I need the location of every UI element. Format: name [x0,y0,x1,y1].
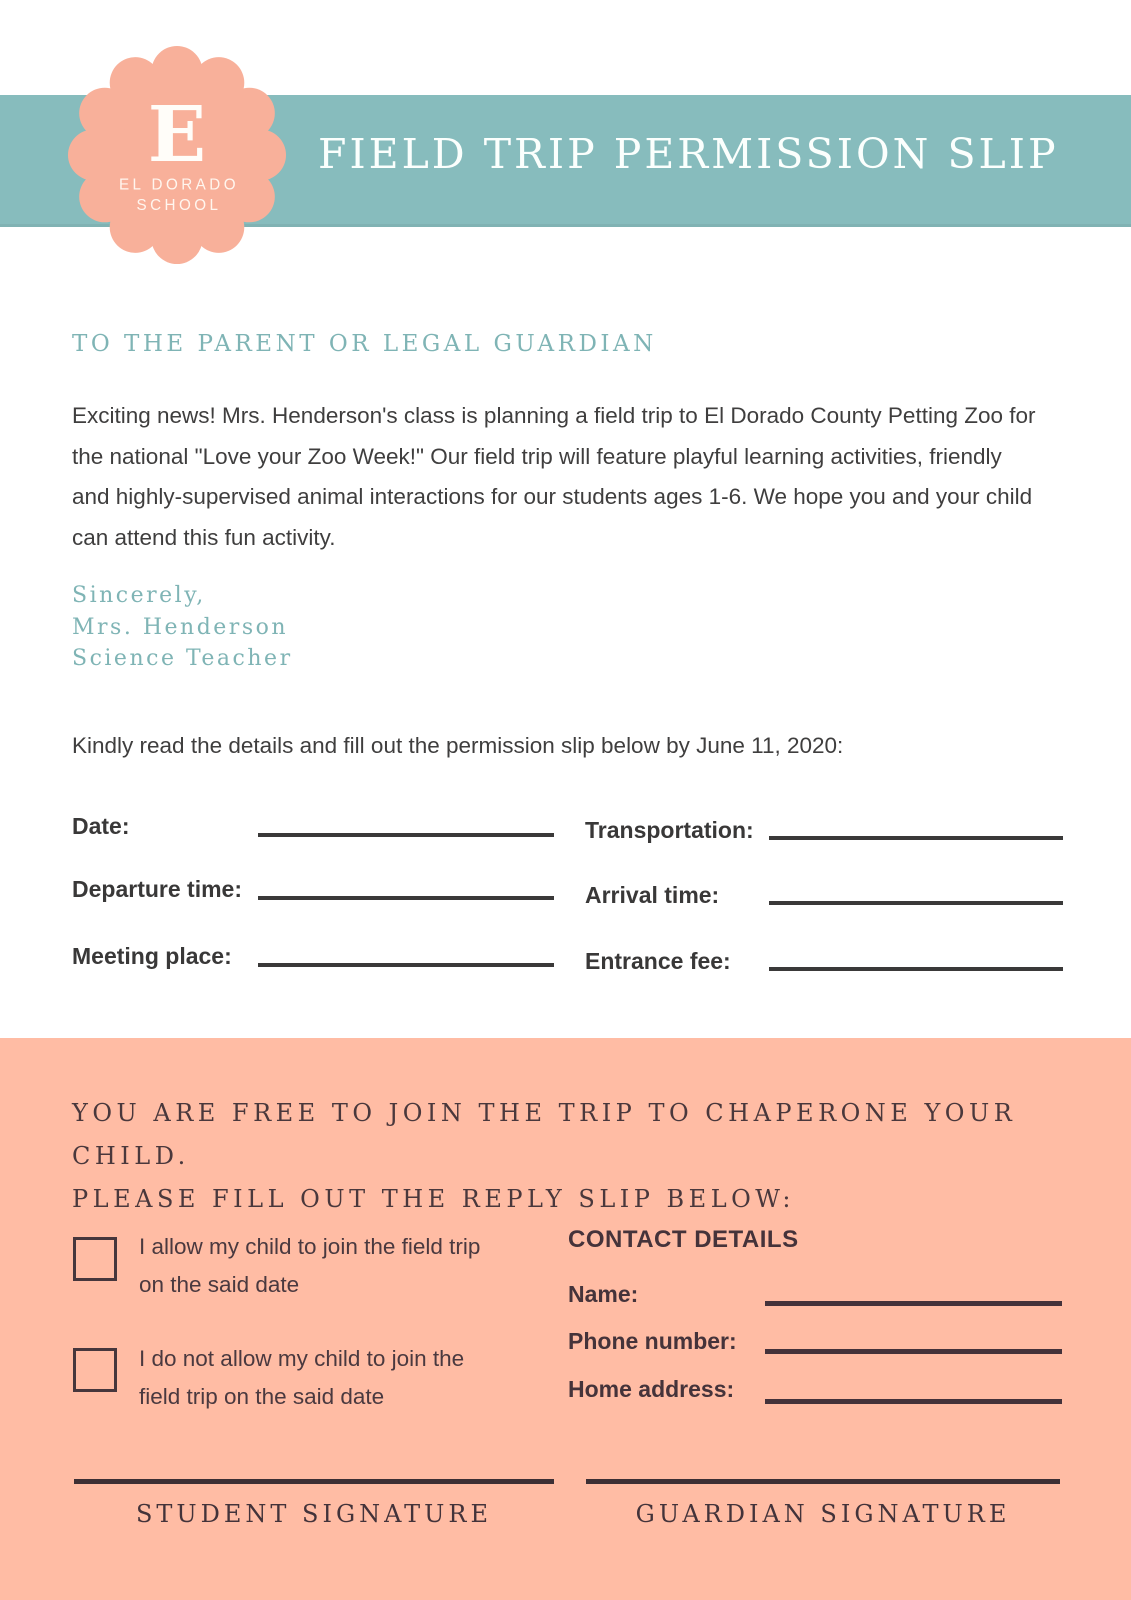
student-signature-line[interactable] [74,1479,554,1484]
departure-time-input-line[interactable] [258,896,554,900]
not-allow-checkbox-label: I do not allow my child to join the field trip on the said date [139,1346,465,1409]
school-name-line1: EL DORADO [118,176,239,194]
letter-closing [72,580,293,675]
salutation-heading: TO THE PARENT OR LEGAL GUARDIAN [72,331,657,357]
teacher-title: Science Teacher [72,646,293,671]
scallop-seal-icon [67,45,287,265]
entrance-fee-label: Entrance fee: [585,948,731,974]
date-label: Date: [72,813,130,839]
home-address-label: Home address: [568,1376,735,1402]
date-input-line[interactable] [258,833,554,837]
transportation-input-line[interactable] [769,836,1063,840]
meeting-place-input-line[interactable] [258,963,554,967]
instruction-text: Kindly read the details and fill out the permission slip below by June 11, 2020: [72,733,844,758]
letter-body-text: Exciting news! Mrs. Henderson's class is planning a field trip to El Dorado County Petting Zoo for the national "Love your Zoo Week!" Our field trip will feature playful learning activities, friendly and highly-supervised animal interactions for our students ages 1-6. We hope you and your child can attend this fun activity. [72,403,1036,550]
guardian-signature-line[interactable] [586,1479,1060,1484]
reply-heading-line2: PLEASE FILL OUT THE REPLY SLIP BELOW: [72,1185,795,1213]
school-initial: E [147,89,207,180]
meeting-place-label: Meeting place: [72,943,232,969]
reply-heading [72,1092,1072,1221]
departure-time-label: Departure time: [72,876,242,902]
contact-details-heading: CONTACT DETAILS [568,1226,799,1253]
arrival-time-label: Arrival time: [585,882,720,908]
reply-heading-line1: YOU ARE FREE TO JOIN THE TRIP TO CHAPERONE YOUR CHILD. [72,1099,1017,1170]
school-logo-badge [67,45,287,265]
name-input-line[interactable] [765,1301,1062,1306]
name-label: Name: [568,1281,639,1307]
guardian-signature-label: GUARDIAN SIGNATURE [635,1500,1011,1528]
teacher-name: Mrs. Henderson [72,614,289,640]
school-name-line2: SCHOOL [136,197,222,214]
arrival-time-input-line[interactable] [769,901,1063,905]
not-allow-checkbox[interactable] [73,1348,117,1392]
closing-sincerely: Sincerely, [72,583,206,608]
transportation-label: Transportation: [585,817,754,843]
home-address-input-line[interactable] [765,1399,1062,1404]
allow-checkbox-label: I allow my child to join the field trip on the said date [139,1234,481,1297]
phone-number-input-line[interactable] [765,1349,1062,1354]
student-signature-label: STUDENT SIGNATURE [135,1500,492,1528]
phone-number-label: Phone number: [568,1328,737,1354]
entrance-fee-input-line[interactable] [769,967,1063,971]
allow-checkbox[interactable] [73,1237,117,1281]
page-title: FIELD TRIP PERMISSION SLIP [318,130,1059,178]
